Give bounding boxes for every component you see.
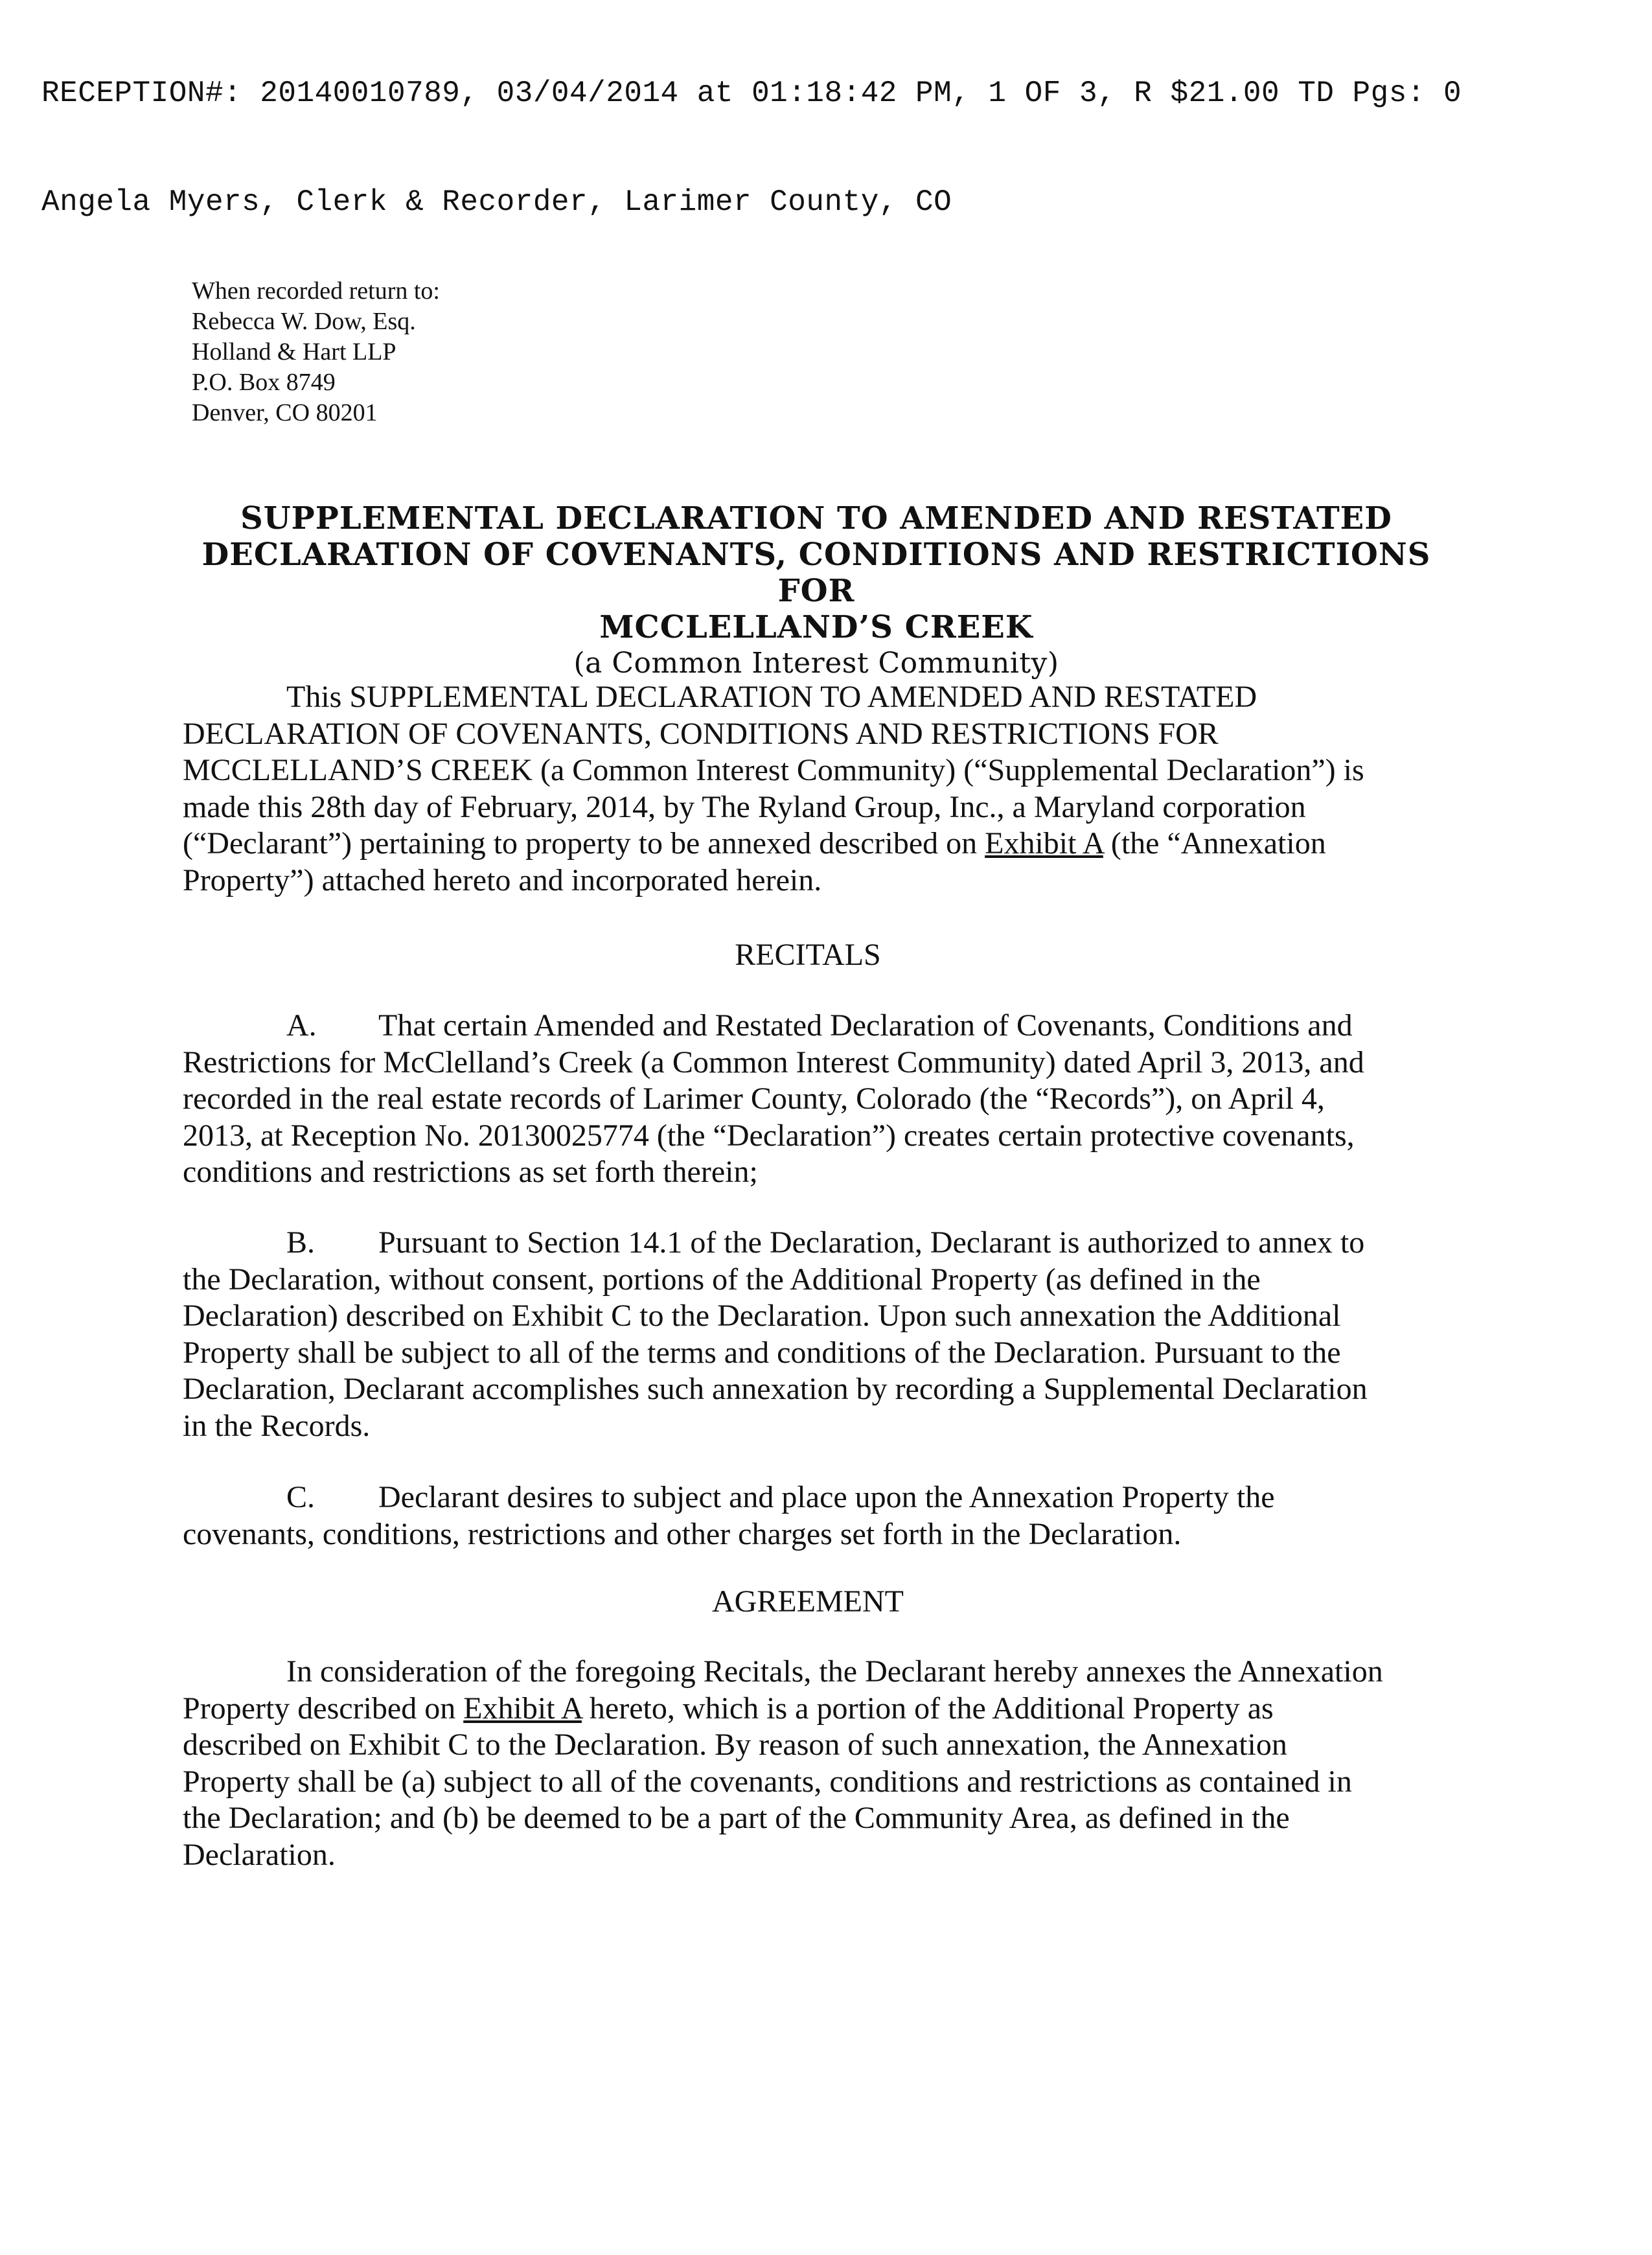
document-title (168, 500, 1464, 682)
agreement-line (183, 1691, 1433, 1728)
recital-line (183, 1225, 1433, 1262)
agreement-line: the Declaration; and (b) be deemed to be a part of the Community Area, as defined in the (183, 1801, 1290, 1835)
return-po-box: P.O. Box 8749 (192, 369, 336, 396)
intro-line: DECLARATION OF COVENANTS, CONDITIONS AND RESTRICTIONS FOR (183, 716, 1219, 751)
return-heading: When recorded return to: (192, 277, 440, 305)
agreement-line: Declaration. (183, 1837, 336, 1872)
title-line-2: DECLARATION OF COVENANTS, CONDITIONS AND RESTRICTIONS FOR (201, 537, 1431, 609)
recording-stamp (41, 3, 1462, 257)
recital-text: Pursuant to Section 14.1 of the Declaration, Declarant is authorized to annex to (378, 1225, 1365, 1260)
recital-line: conditions and restrictions as set forth therein; (183, 1155, 758, 1189)
exhibit-a-link: Exhibit A (463, 1691, 582, 1726)
agreement-line: In consideration of the foregoing Recitals, the Declarant hereby annexes the Annexation (286, 1654, 1383, 1689)
recital-label: B. (286, 1225, 315, 1260)
return-firm: Holland & Hart LLP (192, 338, 396, 365)
title-line-3: MCCLELLAND’S CREEK (599, 609, 1033, 645)
intro-line: made this 28th day of February, 2014, by The Ryland Group, Inc., a Maryland corporation (183, 789, 1306, 824)
recital-line (183, 1479, 1433, 1516)
agreement-text: Property described on (183, 1691, 464, 1726)
intro-line: MCCLELLAND’S CREEK (a Common Interest Community) (“Supplemental Declaration”) is (183, 753, 1364, 787)
agreement-text: hereto, which is a portion of the Additional Property as (581, 1691, 1274, 1726)
intro-line: Property”) attached hereto and incorporated herein. (183, 862, 822, 897)
recital-label: C. (286, 1480, 315, 1514)
recorder-line: Angela Myers, Clerk & Recorder, Larimer County, CO (41, 185, 952, 219)
recital-line: recorded in the real estate records of Larimer County, Colorado (the “Records”), on April 4, (183, 1081, 1325, 1116)
recital-b (183, 1225, 1433, 1444)
title-subtitle: (a Common Interest Community) (573, 647, 1059, 680)
return-city: Denver, CO 80201 (192, 399, 378, 426)
recital-a (183, 1008, 1433, 1191)
agreement-paragraph (183, 1654, 1433, 1873)
recital-line: in the Records. (183, 1408, 371, 1443)
intro-paragraph (183, 679, 1433, 899)
title-line-1: SUPPLEMENTAL DECLARATION TO AMENDED AND RESTATED (240, 500, 1392, 537)
recital-line: 2013, at Reception No. 20130025774 (the “Declaration”) creates certain protective covenants, (183, 1118, 1355, 1153)
recital-label: A. (286, 1008, 317, 1043)
intro-line (183, 826, 1433, 862)
recital-line: Declaration) described on Exhibit C to the Declaration. Upon such annexation the Additional (183, 1299, 1341, 1333)
recital-line: Declaration, Declarant accomplishes such annexation by recording a Supplemental Declaration (183, 1372, 1368, 1406)
agreement-line: described on Exhibit C to the Declaration. By reason of such annexation, the Annexation (183, 1728, 1287, 1762)
recital-text: Declarant desires to subject and place upon the Annexation Property the (378, 1480, 1275, 1514)
intro-line: This SUPPLEMENTAL DECLARATION TO AMENDED AND RESTATED (286, 680, 1257, 714)
recital-line: the Declaration, without consent, portions of the Additional Property (as defined in the (183, 1262, 1261, 1297)
recital-line: covenants, conditions, restrictions and other charges set forth in the Declaration. (183, 1516, 1182, 1551)
recital-line: Restrictions for McClelland’s Creek (a Common Interest Community) dated April 3, 2013, and (183, 1045, 1364, 1080)
recital-text: That certain Amended and Restated Declaration of Covenants, Conditions and (378, 1008, 1353, 1043)
return-name: Rebecca W. Dow, Esq. (192, 308, 416, 335)
exhibit-a-link: Exhibit A (985, 826, 1103, 861)
recitals-heading: RECITALS (735, 938, 881, 972)
recital-line: Property shall be subject to all of the terms and conditions of the Declaration. Pursuant to the (183, 1335, 1341, 1370)
agreement-line: Property shall be (a) subject to all of the covenants, conditions and restrictions as contained in (183, 1764, 1352, 1799)
recital-c (183, 1479, 1433, 1553)
recital-line (183, 1008, 1433, 1045)
intro-text: (the “Annexation (1103, 826, 1326, 861)
agreement-heading: AGREEMENT (712, 1584, 904, 1619)
intro-text: (“Declarant”) pertaining to property to be annexed described on (183, 826, 985, 861)
reception-line: RECEPTION#: 20140010789, 03/04/2014 at 01:18:42 PM, 1 OF 3, R $21.00 TD Pgs: 0 (41, 76, 1462, 110)
return-address-block (192, 276, 440, 428)
